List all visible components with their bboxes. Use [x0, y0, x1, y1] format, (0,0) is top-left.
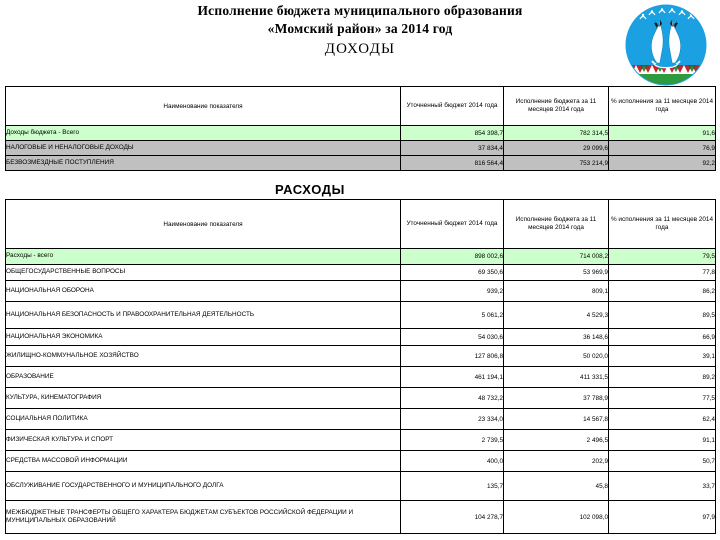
- table-row: [6, 156, 716, 171]
- table-row: [6, 472, 716, 501]
- row-value-budget: 461 194,1: [401, 367, 504, 388]
- table-row: [6, 141, 716, 156]
- table-row: [6, 430, 716, 451]
- table-row: [6, 302, 716, 329]
- row-value-percent: 86,2: [609, 281, 716, 302]
- table-row: [6, 409, 716, 430]
- row-label: НАЛОГОВЫЕ И НЕНАЛОГОВЫЕ ДОХОДЫ: [6, 141, 401, 156]
- incomes-col-header-percent: % исполнения за 11 месяцев 2014 года: [609, 87, 716, 126]
- row-value-execution: 782 314,5: [504, 126, 609, 141]
- row-label: НАЦИОНАЛЬНАЯ БЕЗОПАСНОСТЬ И ПРАВООХРАНИТЕЛЬНАЯ ДЕЯТЕЛЬНОСТЬ: [6, 302, 401, 329]
- incomes-col-header-name: Наименование показателя: [6, 87, 401, 126]
- row-label: ОБРАЗОВАНИЕ: [6, 367, 401, 388]
- row-value-budget: 48 732,2: [401, 388, 504, 409]
- expenses-col-header-execution: Исполнение бюджета за 11 месяцев 2014 года: [504, 200, 609, 249]
- row-value-percent: 76,9: [609, 141, 716, 156]
- row-value-budget: 23 334,0: [401, 409, 504, 430]
- row-label: БЕЗВОЗМЕЗДНЫЕ ПОСТУПЛЕНИЯ: [6, 156, 401, 171]
- row-value-execution: 411 331,5: [504, 367, 609, 388]
- section-heading-expenses: РАСХОДЫ: [275, 182, 345, 197]
- row-value-percent: 79,5: [609, 249, 716, 265]
- row-label: СРЕДСТВА МАССОВОЙ ИНФОРМАЦИИ: [6, 451, 401, 472]
- row-label: НАЦИОНАЛЬНАЯ ОБОРОНА: [6, 281, 401, 302]
- row-value-budget: 127 806,8: [401, 346, 504, 367]
- table-row: [6, 329, 716, 346]
- table-row: [6, 451, 716, 472]
- row-value-execution: 53 969,9: [504, 265, 609, 281]
- row-value-execution: 45,8: [504, 472, 609, 501]
- page-title-line-1: Исполнение бюджета муниципального образования: [197, 3, 523, 18]
- row-label: Расходы - всего: [6, 249, 401, 265]
- row-value-budget: 54 030,6: [401, 329, 504, 346]
- row-label: СОЦИАЛЬНАЯ ПОЛИТИКА: [6, 409, 401, 430]
- row-value-budget: 898 002,6: [401, 249, 504, 265]
- row-label: КУЛЬТУРА, КИНЕМАТОГРАФИЯ: [6, 388, 401, 409]
- row-value-execution: 29 099,6: [504, 141, 609, 156]
- row-value-execution: 809,1: [504, 281, 609, 302]
- row-value-percent: 77,5: [609, 388, 716, 409]
- table-row: [6, 367, 716, 388]
- row-label: ФИЗИЧЕСКАЯ КУЛЬТУРА И СПОРТ: [6, 430, 401, 451]
- row-value-percent: 39,1: [609, 346, 716, 367]
- row-label: Доходы бюджета - Всего: [6, 126, 401, 141]
- row-value-budget: 37 834,4: [401, 141, 504, 156]
- row-value-percent: 97,9: [609, 501, 716, 534]
- coat-of-arms-icon: [624, 3, 708, 87]
- expenses-col-header-name: Наименование показателя: [6, 200, 401, 249]
- table-row: [6, 501, 716, 534]
- row-value-execution: 102 098,0: [504, 501, 609, 534]
- row-value-percent: 92,2: [609, 156, 716, 171]
- incomes-table: [5, 86, 716, 171]
- expenses-col-header-percent: % исполнения за 11 месяцев 2014 года: [609, 200, 716, 249]
- row-value-percent: 77,8: [609, 265, 716, 281]
- incomes-col-header-execution: Исполнение бюджета за 11 месяцев 2014 года: [504, 87, 609, 126]
- row-value-budget: 5 061,2: [401, 302, 504, 329]
- row-value-percent: 33,7: [609, 472, 716, 501]
- row-label: НАЦИОНАЛЬНАЯ ЭКОНОМИКА: [6, 329, 401, 346]
- row-value-percent: 66,9: [609, 329, 716, 346]
- row-value-execution: 753 214,9: [504, 156, 609, 171]
- table-row: [6, 249, 716, 265]
- row-value-execution: 2 496,5: [504, 430, 609, 451]
- row-value-execution: 37 788,9: [504, 388, 609, 409]
- table-row: [6, 281, 716, 302]
- row-value-budget: 69 350,6: [401, 265, 504, 281]
- row-value-percent: 50,7: [609, 451, 716, 472]
- row-value-budget: 939,2: [401, 281, 504, 302]
- row-value-budget: 104 278,7: [401, 501, 504, 534]
- row-value-percent: 62,4: [609, 409, 716, 430]
- row-value-percent: 89,2: [609, 367, 716, 388]
- row-value-execution: 714 008,2: [504, 249, 609, 265]
- expenses-col-header-budget: Уточненный бюджет 2014 года: [401, 200, 504, 249]
- row-value-execution: 36 148,6: [504, 329, 609, 346]
- page-title-block: [0, 2, 720, 59]
- expenses-table: [5, 199, 716, 534]
- row-value-budget: 135,7: [401, 472, 504, 501]
- row-label: ОБСЛУЖИВАНИЕ ГОСУДАРСТВЕННОГО И МУНИЦИПАЛЬНОГО ДОЛГА: [6, 472, 401, 501]
- row-value-percent: 91,6: [609, 126, 716, 141]
- row-value-percent: 89,5: [609, 302, 716, 329]
- row-value-execution: 202,9: [504, 451, 609, 472]
- coat-of-arms-emblem: [624, 3, 708, 87]
- row-value-execution: 4 529,3: [504, 302, 609, 329]
- row-value-execution: 14 567,8: [504, 409, 609, 430]
- row-value-percent: 91,1: [609, 430, 716, 451]
- table-row: [6, 388, 716, 409]
- table-row: [6, 265, 716, 281]
- row-value-budget: 2 739,5: [401, 430, 504, 451]
- table-row: [6, 126, 716, 141]
- page-title-line-2: «Момский район» за 2014 год: [267, 21, 453, 36]
- expenses-table-header-row: [6, 200, 716, 249]
- table-row: [6, 346, 716, 367]
- row-value-budget: 400,0: [401, 451, 504, 472]
- row-label: МЕЖБЮДЖЕТНЫЕ ТРАНСФЕРТЫ ОБЩЕГО ХАРАКТЕРА БЮДЖЕТАМ СУБЪЕКТОВ РОССИЙСКОЙ ФЕДЕРАЦИИ И МУНИЦИПАЛЬНЫХ ОБРАЗОВАНИЙ: [6, 501, 401, 534]
- section-heading-incomes: ДОХОДЫ: [324, 41, 396, 57]
- row-value-execution: 50 020,0: [504, 346, 609, 367]
- row-value-budget: 816 564,4: [401, 156, 504, 171]
- row-value-budget: 854 398,7: [401, 126, 504, 141]
- incomes-col-header-budget: Уточненный бюджет 2014 года: [401, 87, 504, 126]
- row-label: ОБЩЕГОСУДАРСТВЕННЫЕ ВОПРОСЫ: [6, 265, 401, 281]
- row-label: ЖИЛИЩНО-КОММУНАЛЬНОЕ ХОЗЯЙСТВО: [6, 346, 401, 367]
- incomes-table-header-row: [6, 87, 716, 126]
